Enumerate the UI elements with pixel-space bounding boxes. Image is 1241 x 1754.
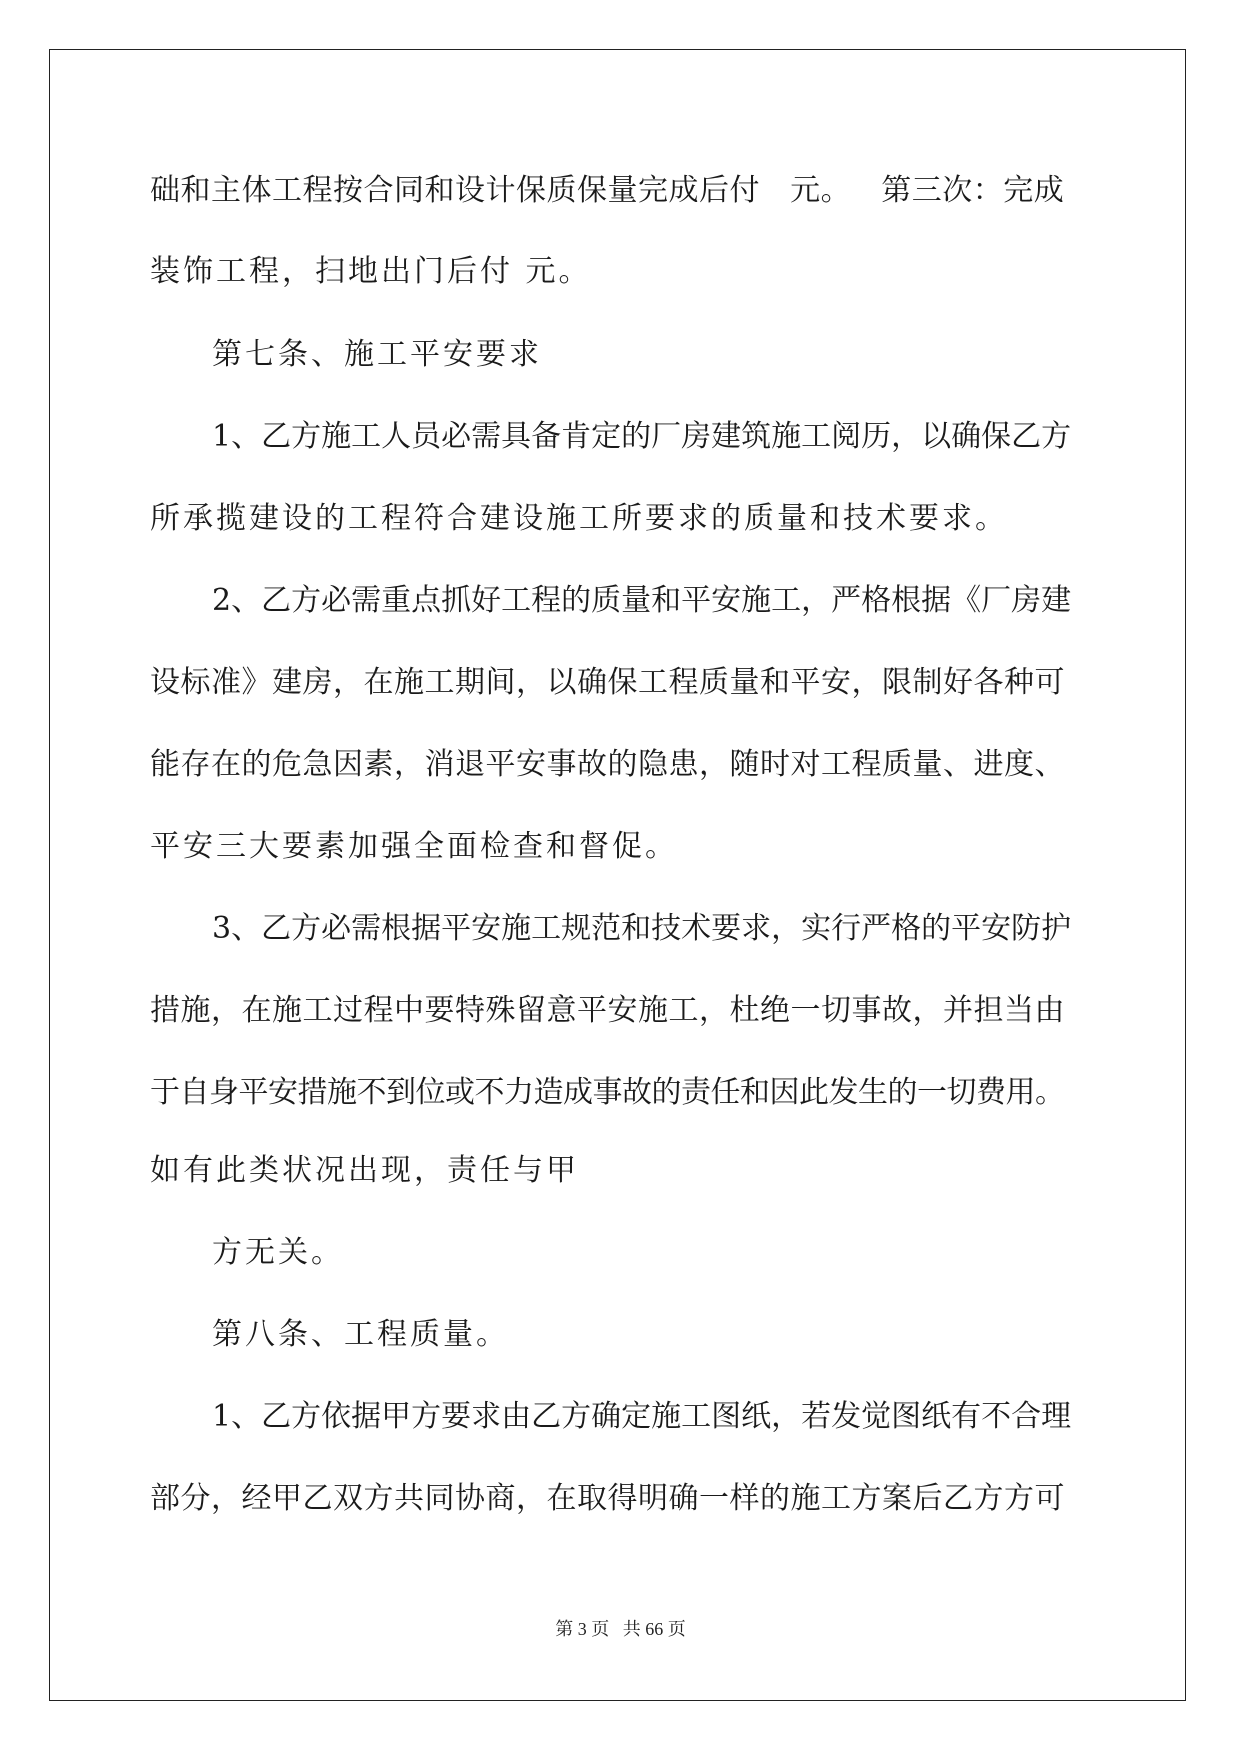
page-border [49, 49, 1186, 1701]
text-line: 础和主体工程按合同和设计保质保量完成后付 元。 第三次：完成 [150, 173, 1065, 208]
text-line: 装饰工程，扫地出门后付 元。 [150, 254, 592, 289]
text-line: 1、乙方依据甲方要求由乙方确定施工图纸，若发觉图纸有不合理 [212, 1399, 1072, 1434]
text-line: 平安三大要素加强全面检查和督促。 [150, 829, 678, 864]
text-line: 3、乙方必需根据平安施工规范和技术要求，实行严格的平安防护 [212, 911, 1072, 946]
text-line: 2、乙方必需重点抓好工程的质量和平安施工，严格根据《厂房建 [212, 583, 1072, 618]
text-line: 措施，在施工过程中要特殊留意平安施工，杜绝一切事故，并担当由 [150, 993, 1065, 1028]
text-line: 所承揽建设的工程符合建设施工所要求的质量和技术要求。 [150, 501, 1008, 536]
page-number: 第 3 页 共 66 页 [555, 1619, 686, 1639]
text-line: 能存在的危急因素，消退平安事故的隐患，随时对工程质量、进度、 [150, 747, 1065, 782]
text-line: 如有此类状况出现，责任与甲 [150, 1153, 579, 1188]
section-heading: 第八条、工程质量。 [212, 1317, 509, 1352]
text-line: 方无关。 [212, 1235, 344, 1270]
text-line: 1、乙方施工人员必需具备肯定的厂房建筑施工阅历，以确保乙方 [212, 419, 1072, 454]
text-line: 部分，经甲乙双方共同协商，在取得明确一样的施工方案后乙方方可 [150, 1481, 1065, 1516]
text-line: 于自身平安措施不到位或不力造成事故的责任和因此发生的一切费用。 [150, 1075, 1065, 1110]
text-line: 设标准》建房，在施工期间，以确保工程质量和平安，限制好各种可 [150, 665, 1065, 700]
section-heading: 第七条、施工平安要求 [212, 337, 542, 372]
